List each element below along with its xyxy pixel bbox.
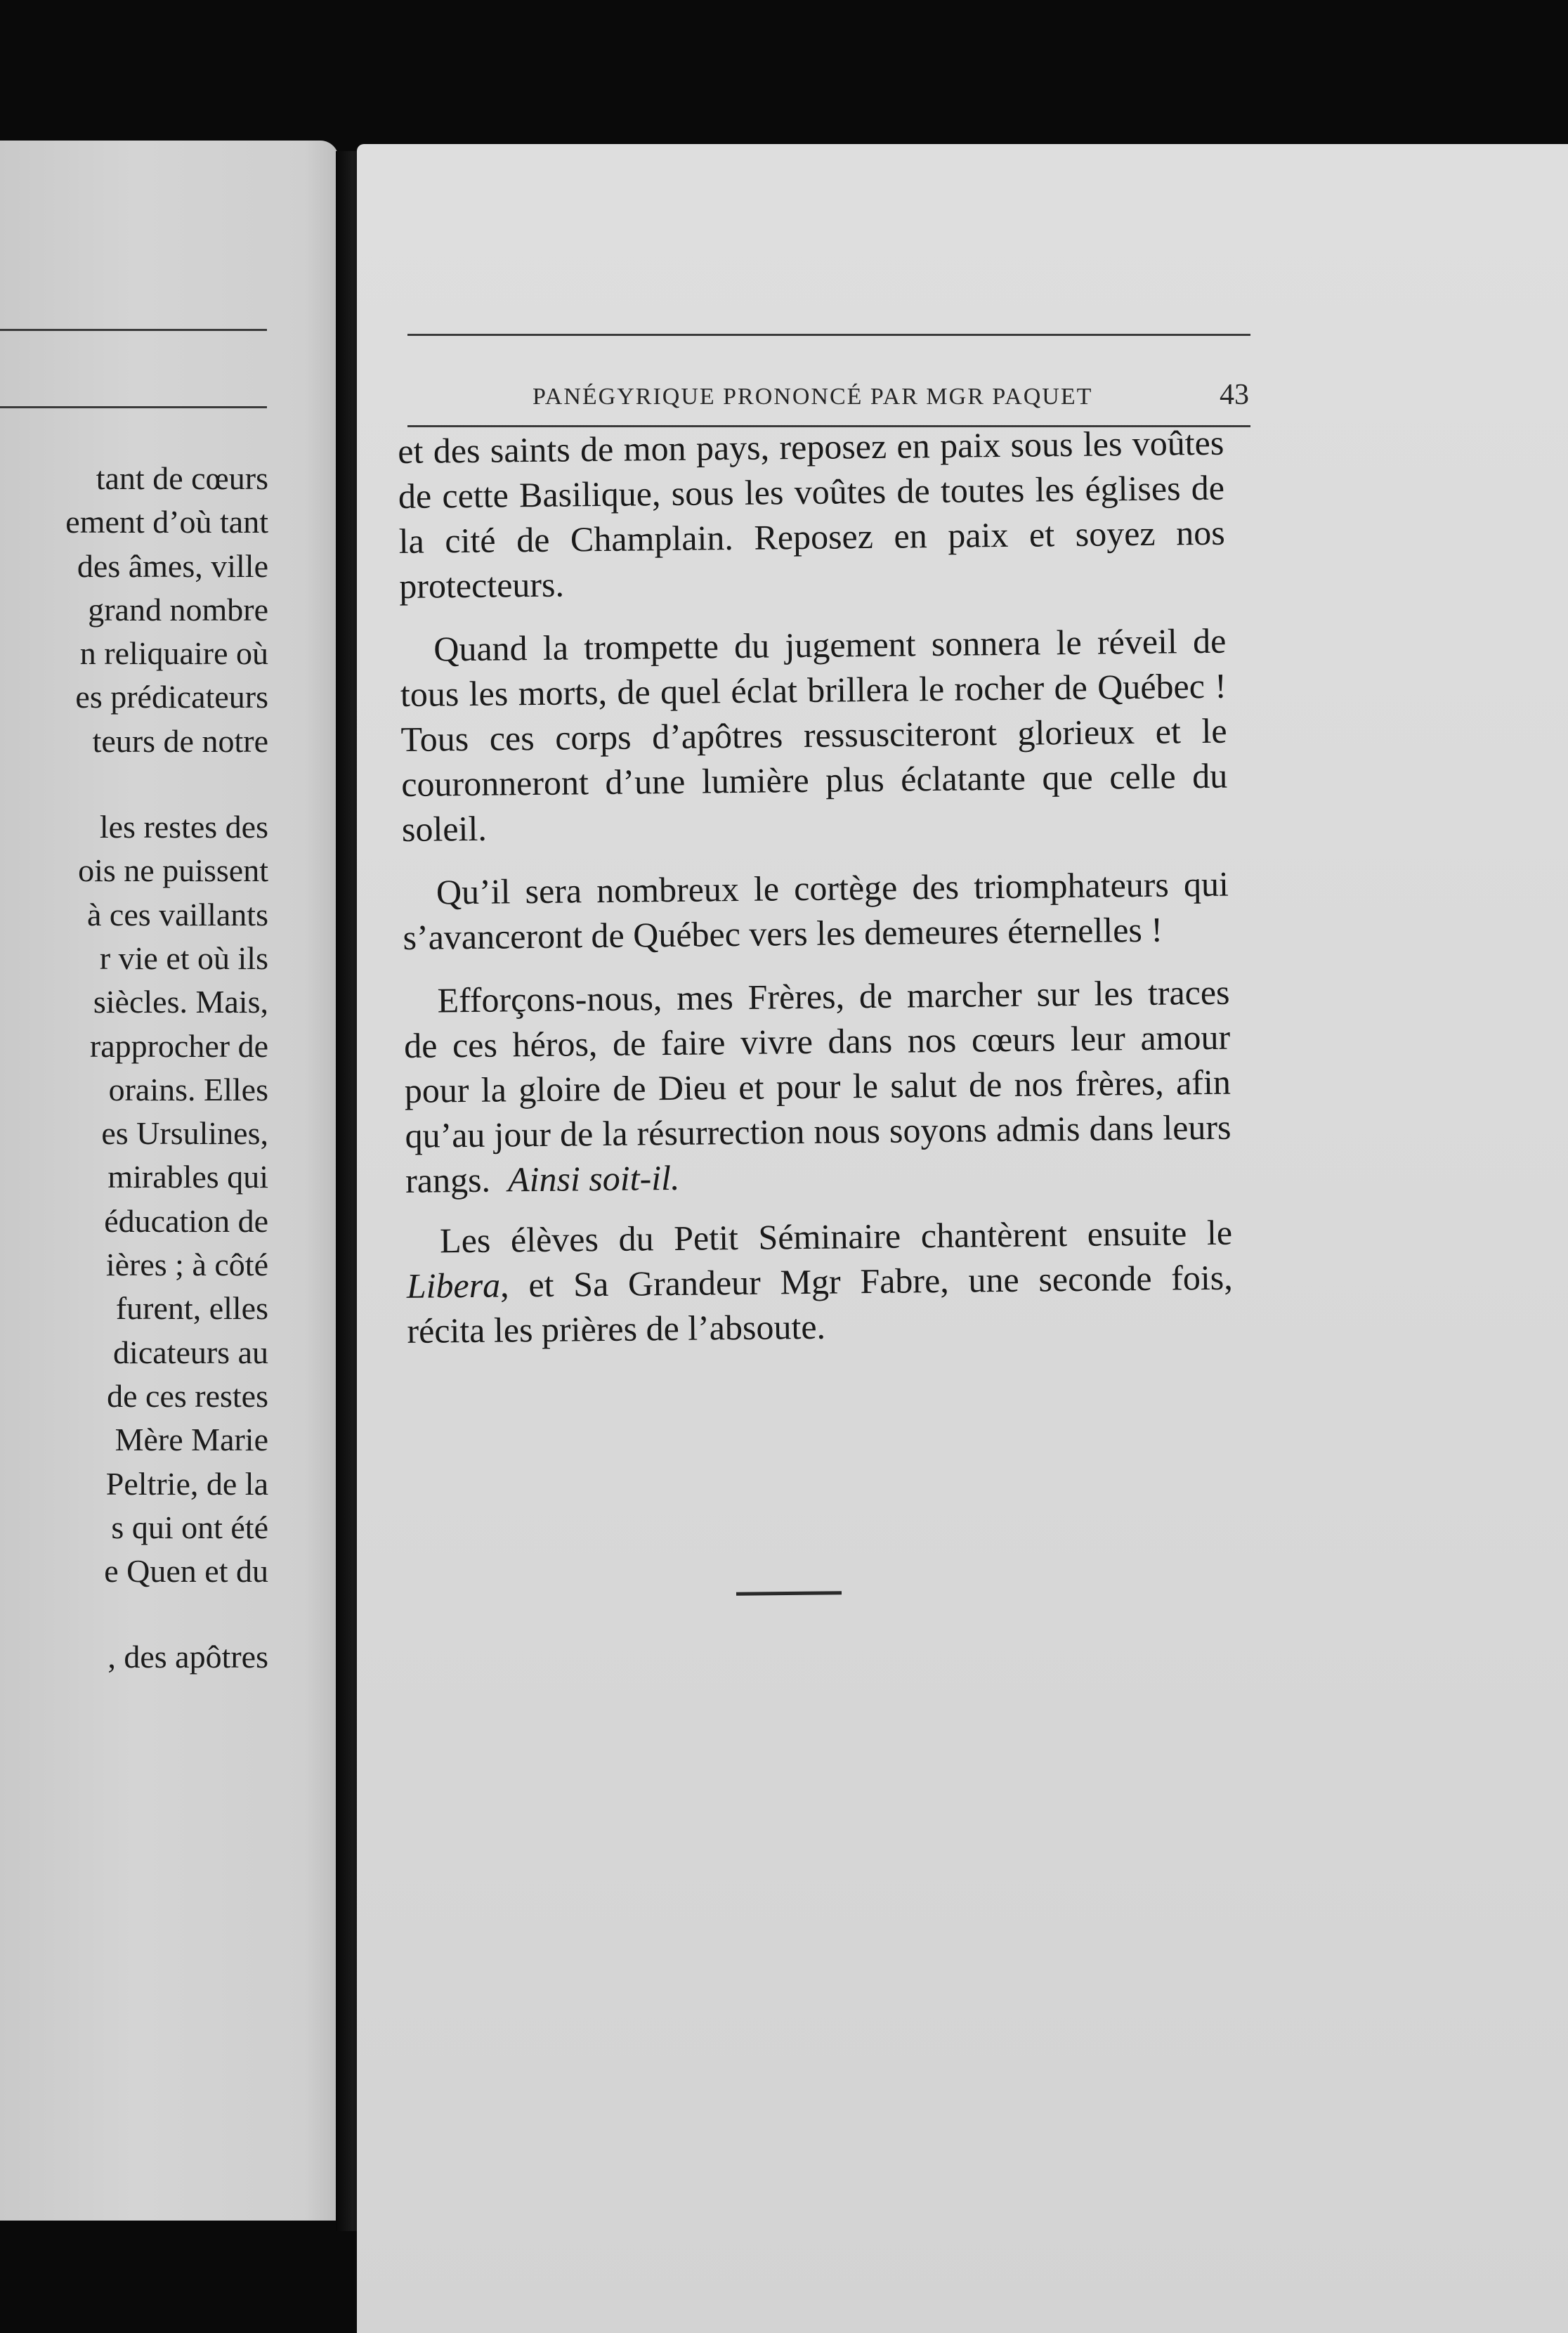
left-header-rule-top (0, 329, 267, 331)
page-number: 43 (1220, 379, 1249, 411)
left-line: n reliquaire où (79, 635, 268, 672)
running-head-title: PANÉGYRIQUE PRONONCÉ PAR MGR PAQUET (533, 384, 1093, 410)
left-text-block-2 (0, 805, 268, 1593)
left-line: ement d’où tant (65, 504, 268, 540)
header-rule-top (407, 334, 1250, 336)
final-text-after: , et Sa Grandeur Mgr Fabre, une seconde fois, récita les prières de l’absoute. (407, 1257, 1234, 1351)
left-line: s qui ont été (111, 1509, 268, 1545)
left-line: rapprocher de (89, 1027, 268, 1064)
left-page (0, 141, 339, 2221)
right-page (357, 144, 1568, 2333)
libera-title: Libera (406, 1265, 501, 1306)
left-line: ois ne puissent (78, 852, 268, 889)
closing-formula: Ainsi soit-il. (507, 1157, 680, 1200)
left-text-block-3 (0, 1635, 268, 1679)
paragraph: Qu’il sera nombreux le cortège des triomphateurs qui s’avanceront de Québec vers les demeures éternelles ! (403, 864, 1229, 957)
end-rule (736, 1591, 842, 1596)
left-line: es Ursulines, (101, 1115, 268, 1152)
paragraph: et des saints de mon pays, reposez en paix sous les voûtes de cette Basilique, sous les voûtes de toutes les églises de la cité de Champlain. Reposez en paix et soyez nos protecteurs. (398, 422, 1225, 606)
body-text (398, 420, 1234, 1372)
left-line: Mère Marie (115, 1422, 268, 1458)
left-line: éducation de (104, 1202, 268, 1239)
running-head (533, 378, 1249, 412)
left-line: teurs de notre (92, 722, 268, 759)
left-line: tant de cœurs (96, 460, 268, 496)
left-line: mirables qui (107, 1159, 268, 1195)
left-line: r vie et où ils (99, 940, 268, 976)
left-page-text (0, 457, 268, 1679)
left-line: e Quen et du (104, 1553, 268, 1590)
left-line: orains. Elles (108, 1071, 268, 1107)
paragraph-with-closing (403, 970, 1231, 1203)
left-line: dicateurs au (113, 1334, 268, 1370)
left-line: ières ; à côté (105, 1247, 268, 1283)
paragraph-text: Efforçons-nous, mes Frères, de marcher sur les traces de ces héros, de faire vivre dans nos cœurs leur amour pour la gloire de Dieu et pour le salut de nos frères, afin qu’au jour de la résurrection nous soyons admis dans leurs rangs. (403, 972, 1231, 1200)
final-text-before: Les élèves du Petit Séminaire chantèrent ensuite le (439, 1212, 1233, 1261)
left-line: des âmes, ville (77, 547, 268, 584)
left-line: Peltrie, de la (105, 1465, 268, 1502)
left-line: les restes des (99, 809, 268, 845)
paragraph: Quand la trompette du jugement sonnera le réveil de tous les morts, de quel éclat brillera le rocher de Québec ! Tous ces corps d’apôtres ressusciteront glorieux et le couronneront d’une lumière plus éclatante que celle du soleil. (400, 620, 1228, 849)
left-line: siècles. Mais, (93, 984, 268, 1020)
left-line: , des apôtres (107, 1639, 268, 1675)
final-paragraph (406, 1210, 1234, 1353)
left-line: furent, elles (115, 1290, 268, 1327)
left-header-rule-bottom (0, 406, 267, 408)
left-line: à ces vaillants (86, 896, 268, 932)
left-text-block-1 (0, 457, 268, 763)
left-line: de ces restes (107, 1377, 268, 1414)
left-line: grand nombre (88, 591, 268, 628)
left-line: es prédicateurs (75, 679, 268, 715)
